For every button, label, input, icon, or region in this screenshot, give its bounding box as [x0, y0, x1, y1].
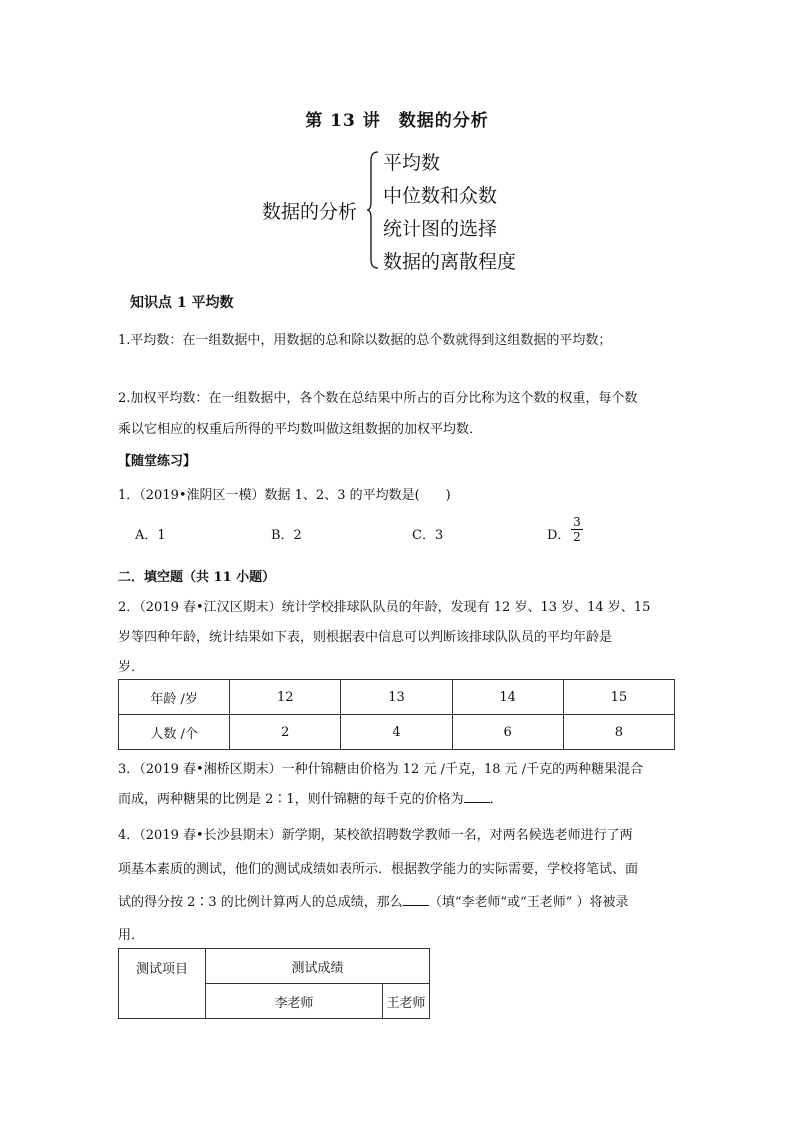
option-a: A．1	[135, 528, 166, 543]
question-4-text-tail: （填“李老师”或“王老师” ）将被录	[428, 895, 629, 910]
table-cell: 李老师	[206, 984, 383, 1019]
table-cell: 15	[563, 680, 674, 715]
question-4-line3	[118, 891, 629, 910]
table-cell: 8	[563, 715, 674, 750]
page-title: 第 13 讲 数据的分析	[305, 111, 489, 131]
score-table	[118, 948, 430, 1019]
question-2-line3: 岁．	[118, 660, 145, 675]
table-cell: 年龄 /岁	[119, 680, 230, 715]
section1-heading: 知识点 1 平均数	[130, 295, 234, 311]
table-cell: 人数 /个	[119, 715, 230, 750]
table-row	[119, 715, 675, 750]
question-1: 1．（2019•淮阴区一模）数据 1、2、3 的平均数是( )	[118, 488, 451, 503]
option-b: B．2	[271, 528, 302, 543]
table-cell: 12	[230, 680, 341, 715]
question-4-text: 试的得分按 2∶3 的比例计算两人的总成绩，那么	[118, 895, 403, 910]
section1-p1: 1.平均数：在一组数据中，用数据的总和除以数据的总个数就得到这组数据的平均数；	[118, 333, 612, 348]
question-3-line2	[118, 788, 503, 807]
table-cell: 测试项目	[119, 949, 206, 1019]
table-cell: 4	[341, 715, 452, 750]
table-cell: 13	[341, 680, 452, 715]
section1-p2b: 乘以它相应的权重后所得的平均数叫做这组数据的加权平均数．	[118, 422, 483, 437]
diagram-branch-mean: 平均数	[383, 152, 441, 174]
table-cell: 王老师	[383, 984, 430, 1019]
question-3-line1: 3．（2019 春•湘桥区期末）一种什锦糖由价格为 12 元 /千克，18 元 /千克的两种糖果混合	[118, 762, 644, 777]
table-row	[119, 949, 430, 984]
option-c: C．3	[412, 528, 444, 543]
question-2-line2: 岁等四种年龄，统计结果如下表，则根据表中信息可以判断该排球队队员的平均年龄是	[118, 630, 613, 645]
diagram-branch-chart-choice: 统计图的选择	[383, 218, 498, 240]
fraction-denominator: 2	[573, 530, 581, 544]
practice-heading: 【随堂练习】	[118, 454, 197, 469]
option-d-fraction	[571, 515, 583, 544]
section1-p2a: 2.加权平均数：在一组数据中，各个数在总结果中所占的百分比称为这个数的权重，每个数	[118, 391, 638, 406]
question-3-text: 而成，两种糖果的比例是 2∶1，则什锦糖的每千克的价格为	[118, 792, 464, 807]
diagram-branch-median-mode: 中位数和众数	[383, 185, 498, 207]
fraction-numerator: 3	[571, 515, 583, 530]
question-4-line1: 4．（2019 春•长沙县期末）新学期，某校欲招聘数学教师一名，对两名候选老师进行了两	[118, 828, 633, 843]
table-row	[119, 680, 675, 715]
question-4-line2: 项基本素质的测试，他们的测试成绩如表所示．根据教学能力的实际需要，学校将笔试、面	[118, 862, 639, 877]
table-cell: 2	[230, 715, 341, 750]
part2-heading: 二．填空题（共 11 小题）	[118, 570, 276, 585]
answer-blank	[403, 893, 429, 906]
table-cell: 6	[452, 715, 563, 750]
question-4-line4: 用．	[118, 928, 145, 943]
question-3-end: ．	[489, 792, 503, 807]
option-d: D．	[547, 528, 571, 543]
diagram-branch-dispersion: 数据的离散程度	[383, 251, 517, 273]
table-cell: 测试成绩	[206, 949, 430, 984]
question-2-line1: 2．（2019 春•江汉区期末）统计学校排球队队员的年龄，发现有 12 岁、13 岁、14 岁、15	[118, 600, 651, 615]
table-cell: 14	[452, 680, 563, 715]
age-table	[118, 679, 675, 750]
answer-blank	[464, 790, 490, 803]
brace-icon	[366, 150, 380, 270]
diagram-root: 数据的分析	[262, 201, 358, 223]
